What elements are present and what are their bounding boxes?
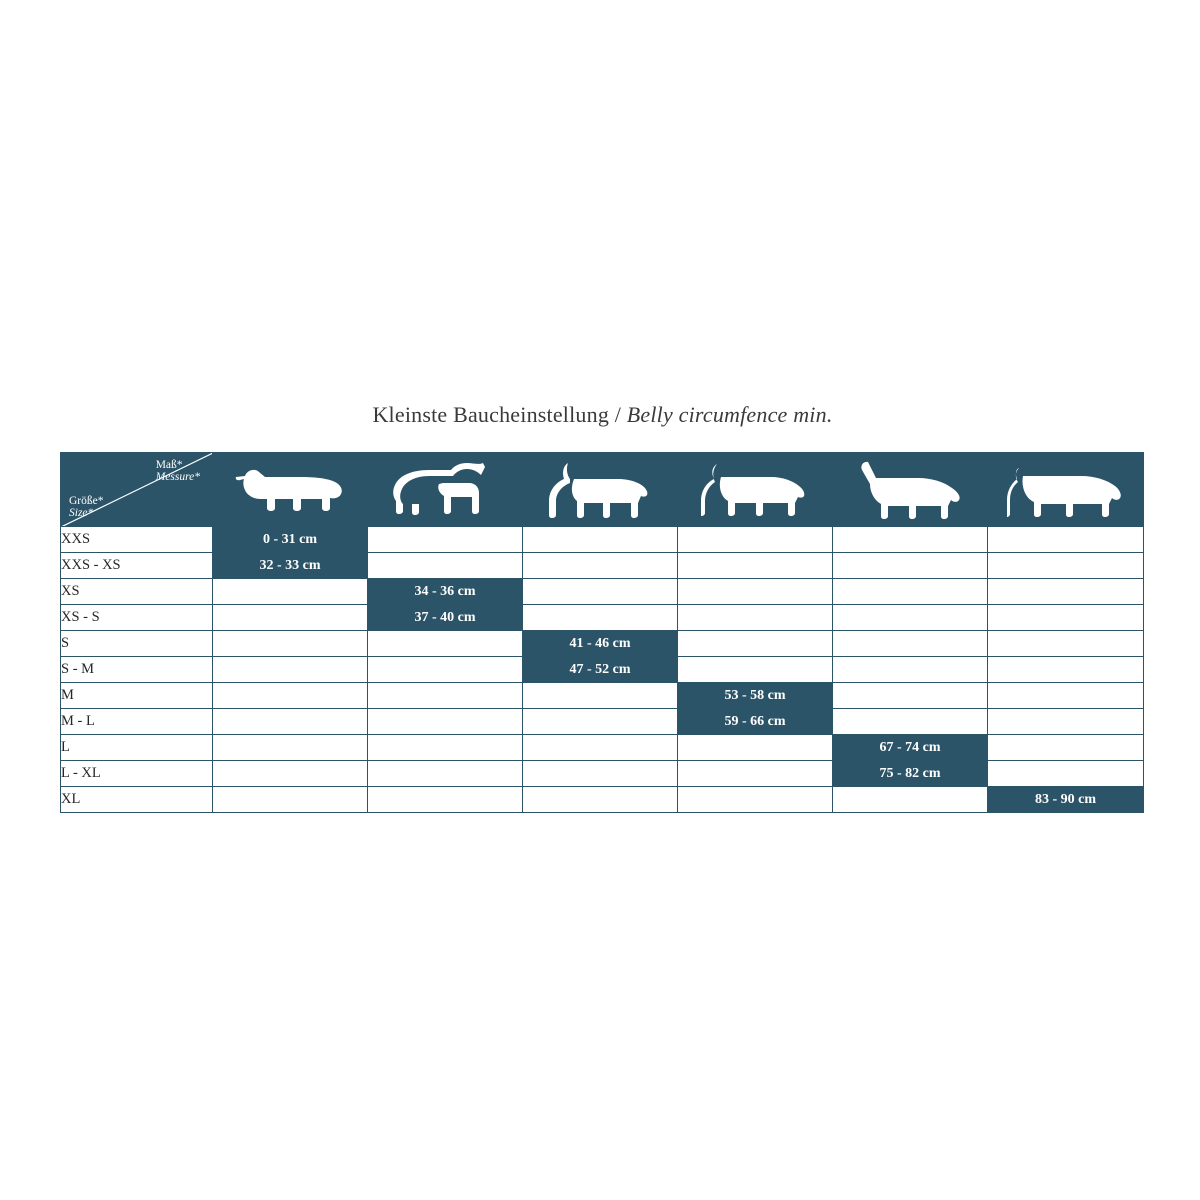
cell-value [523, 761, 678, 787]
cell-value [523, 527, 678, 553]
row-size-label: M - L [61, 709, 213, 735]
cell-value: 75 - 82 cm [833, 761, 988, 787]
shepherd-dog-icon [854, 480, 966, 497]
schnauzer-dog-icon [699, 480, 811, 497]
cell-value [833, 657, 988, 683]
cell-value [523, 605, 678, 631]
cell-value [213, 631, 368, 657]
cell-value [988, 761, 1144, 787]
cell-value: 83 - 90 cm [988, 787, 1144, 813]
cell-value: 59 - 66 cm [678, 709, 833, 735]
corner-size-label [69, 495, 104, 519]
row-size-label: XXS - XS [61, 553, 213, 579]
column-header-shepherd [833, 453, 988, 527]
cell-value [523, 579, 678, 605]
cell-value [368, 709, 523, 735]
cell-value: 0 - 31 cm [213, 527, 368, 553]
cell-value [833, 579, 988, 605]
cell-value [833, 553, 988, 579]
cell-value [213, 709, 368, 735]
dachshund-dog-icon [231, 480, 349, 497]
cell-value [678, 761, 833, 787]
cell-value [988, 605, 1144, 631]
cell-value [678, 579, 833, 605]
cell-value [213, 657, 368, 683]
cell-value: 34 - 36 cm [368, 579, 523, 605]
cell-value [213, 761, 368, 787]
table-corner-header [61, 453, 213, 527]
cell-value: 67 - 74 cm [833, 735, 988, 761]
terrier-dog-icon [389, 480, 501, 497]
cell-value [833, 709, 988, 735]
table-row [61, 579, 1144, 605]
cell-value [678, 553, 833, 579]
cell-value [833, 527, 988, 553]
column-header-beagle [523, 453, 678, 527]
cell-value: 47 - 52 cm [523, 657, 678, 683]
cell-value: 53 - 58 cm [678, 683, 833, 709]
row-size-label: XS [61, 579, 213, 605]
cell-value [678, 631, 833, 657]
cell-value [988, 553, 1144, 579]
cell-value [368, 787, 523, 813]
column-header-great-dane [988, 453, 1144, 527]
cell-value [523, 735, 678, 761]
table-header-row [61, 453, 1144, 527]
row-size-label: M [61, 683, 213, 709]
cell-value [523, 683, 678, 709]
row-size-label: L - XL [61, 761, 213, 787]
corner-measure-label [156, 459, 200, 483]
column-header-schnauzer [678, 453, 833, 527]
table-row [61, 735, 1144, 761]
size-table-container [60, 452, 1143, 813]
row-size-label: S [61, 631, 213, 657]
table-row [61, 683, 1144, 709]
page-title [60, 402, 1145, 428]
corner-measure-de: Maß* [155, 459, 183, 471]
column-header-dachshund [213, 453, 368, 527]
cell-value [833, 631, 988, 657]
cell-value [368, 631, 523, 657]
cell-value [213, 605, 368, 631]
cell-value [988, 631, 1144, 657]
row-size-label: XXS [61, 527, 213, 553]
cell-value [833, 683, 988, 709]
row-size-label: XL [61, 787, 213, 813]
cell-value [988, 527, 1144, 553]
cell-value: 41 - 46 cm [523, 631, 678, 657]
table-row [61, 553, 1144, 579]
cell-value [678, 605, 833, 631]
great-dane-dog-icon [1007, 480, 1125, 497]
cell-value [678, 657, 833, 683]
cell-value [213, 735, 368, 761]
cell-value [368, 683, 523, 709]
page-title-de: Kleinste Baucheinstellung [372, 402, 610, 427]
cell-value [523, 787, 678, 813]
cell-value [213, 579, 368, 605]
page-title-separator: / [609, 402, 627, 427]
cell-value [368, 735, 523, 761]
beagle-dog-icon [544, 480, 656, 497]
table-row [61, 709, 1144, 735]
cell-value [368, 527, 523, 553]
cell-value [213, 787, 368, 813]
table-row [61, 761, 1144, 787]
cell-value [833, 787, 988, 813]
table-row [61, 527, 1144, 553]
cell-value [213, 683, 368, 709]
corner-size-en: Size* [69, 507, 94, 519]
corner-measure-en: Messure* [155, 471, 200, 483]
size-table [60, 452, 1144, 813]
cell-value [988, 735, 1144, 761]
column-header-terrier [368, 453, 523, 527]
cell-value [678, 527, 833, 553]
row-size-label: XS - S [61, 605, 213, 631]
row-size-label: L [61, 735, 213, 761]
table-row [61, 787, 1144, 813]
page-title-en: Belly circumfence min. [626, 402, 833, 427]
cell-value: 32 - 33 cm [213, 553, 368, 579]
cell-value [678, 787, 833, 813]
cell-value [988, 709, 1144, 735]
cell-value [523, 709, 678, 735]
cell-value: 37 - 40 cm [368, 605, 523, 631]
cell-value [988, 683, 1144, 709]
table-row [61, 657, 1144, 683]
table-row [61, 605, 1144, 631]
cell-value [833, 605, 988, 631]
cell-value [523, 553, 678, 579]
cell-value [368, 657, 523, 683]
corner-size-de: Größe* [69, 495, 104, 507]
cell-value [368, 553, 523, 579]
cell-value [988, 579, 1144, 605]
cell-value [368, 761, 523, 787]
cell-value [678, 735, 833, 761]
table-row [61, 631, 1144, 657]
cell-value [988, 657, 1144, 683]
row-size-label: S - M [61, 657, 213, 683]
